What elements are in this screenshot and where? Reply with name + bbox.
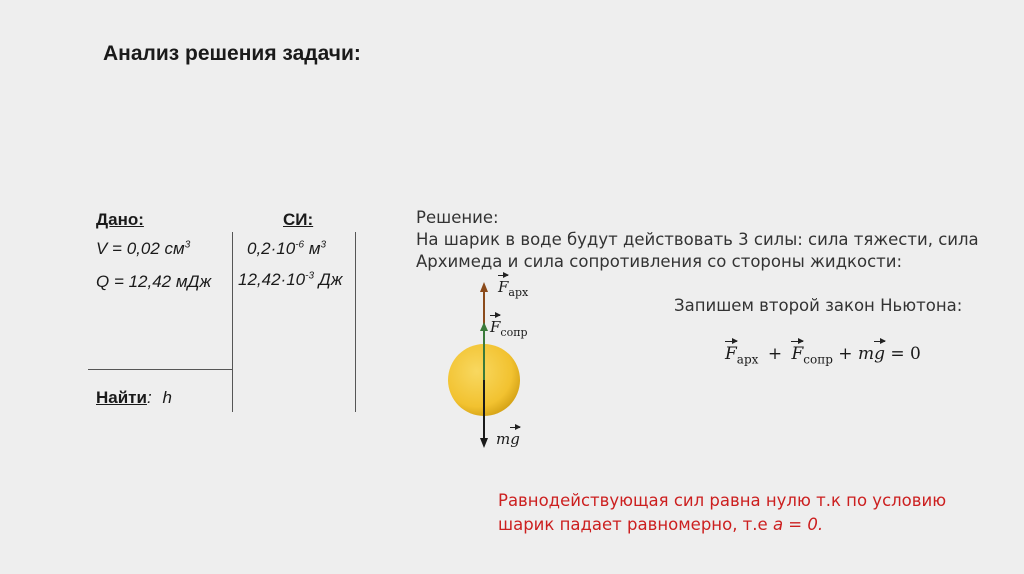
table-divider-right [355, 232, 356, 412]
newton-equation [725, 344, 921, 366]
label-f-res-sub: сопр [500, 326, 528, 339]
conclusion-line-2 [498, 513, 823, 537]
table-divider-horizontal [88, 369, 233, 370]
si-charge-exp: -3 [305, 270, 315, 282]
si-volume-base: 0,2·10 [247, 239, 296, 258]
conclusion-line-1: Равнодействующая сил равна нулю т.к по условию [498, 491, 947, 510]
force-diagram [430, 270, 550, 460]
label-mg [496, 430, 520, 448]
solution-heading: Решение: [416, 208, 499, 227]
eq-f-arch-sub: арх [736, 352, 759, 367]
find-label: Найти [96, 388, 147, 407]
si-volume [247, 239, 326, 259]
given-header: Дано: [96, 210, 144, 229]
label-f-arch [498, 278, 528, 299]
resistance-force-arrowhead [480, 322, 488, 331]
eq-f-arch: F [725, 344, 737, 364]
find-value: h [162, 388, 172, 407]
si-volume-unit-exp: 3 [320, 239, 327, 251]
label-f-arch-symbol: F [498, 278, 509, 296]
conclusion-line-2-text: шарик падает равномерно, т.е [498, 515, 773, 534]
solution-line-1: На шарик в воде будут действовать 3 силы: сила тяжести, сила [416, 230, 979, 249]
table-divider-left [232, 232, 233, 412]
si-volume-exp: -6 [295, 239, 305, 251]
archimedes-force-arrowhead [480, 282, 488, 292]
gravity-force-arrowhead [480, 438, 488, 448]
given-volume-exp: 3 [184, 239, 191, 251]
si-volume-unit: м [304, 239, 321, 258]
solution-line-2: Архимеда и сила сопротивления со стороны жидкости: [416, 252, 903, 271]
label-f-arch-sub: арх [508, 286, 529, 299]
find-row [96, 388, 172, 408]
eq-plus-1: + [767, 344, 783, 364]
newton-law-caption: Запишем второй закон Ньютона: [674, 296, 963, 315]
label-f-res [490, 318, 528, 339]
given-volume [96, 239, 190, 259]
conclusion-acceleration: a = 0. [772, 515, 824, 534]
eq-equals-zero: = 0 [890, 344, 921, 364]
si-charge-base: 12,42·10 [238, 270, 306, 289]
find-colon: : [146, 388, 152, 407]
eq-f-res-sub: сопр [803, 352, 833, 367]
eq-plus-m: + m [838, 344, 875, 364]
slide-title: Анализ решения задачи: [103, 42, 361, 65]
si-charge [238, 270, 342, 290]
si-header: СИ: [283, 210, 314, 229]
given-charge: Q = 12,42 мДж [96, 272, 212, 291]
label-mg-g: g [510, 430, 520, 448]
si-charge-unit: Дж [314, 270, 343, 289]
label-f-res-symbol: F [490, 318, 501, 336]
eq-f-res: F [791, 344, 804, 364]
given-volume-text: V = 0,02 см [96, 239, 185, 258]
eq-g: g [874, 344, 885, 364]
label-mg-m: m [496, 430, 511, 448]
